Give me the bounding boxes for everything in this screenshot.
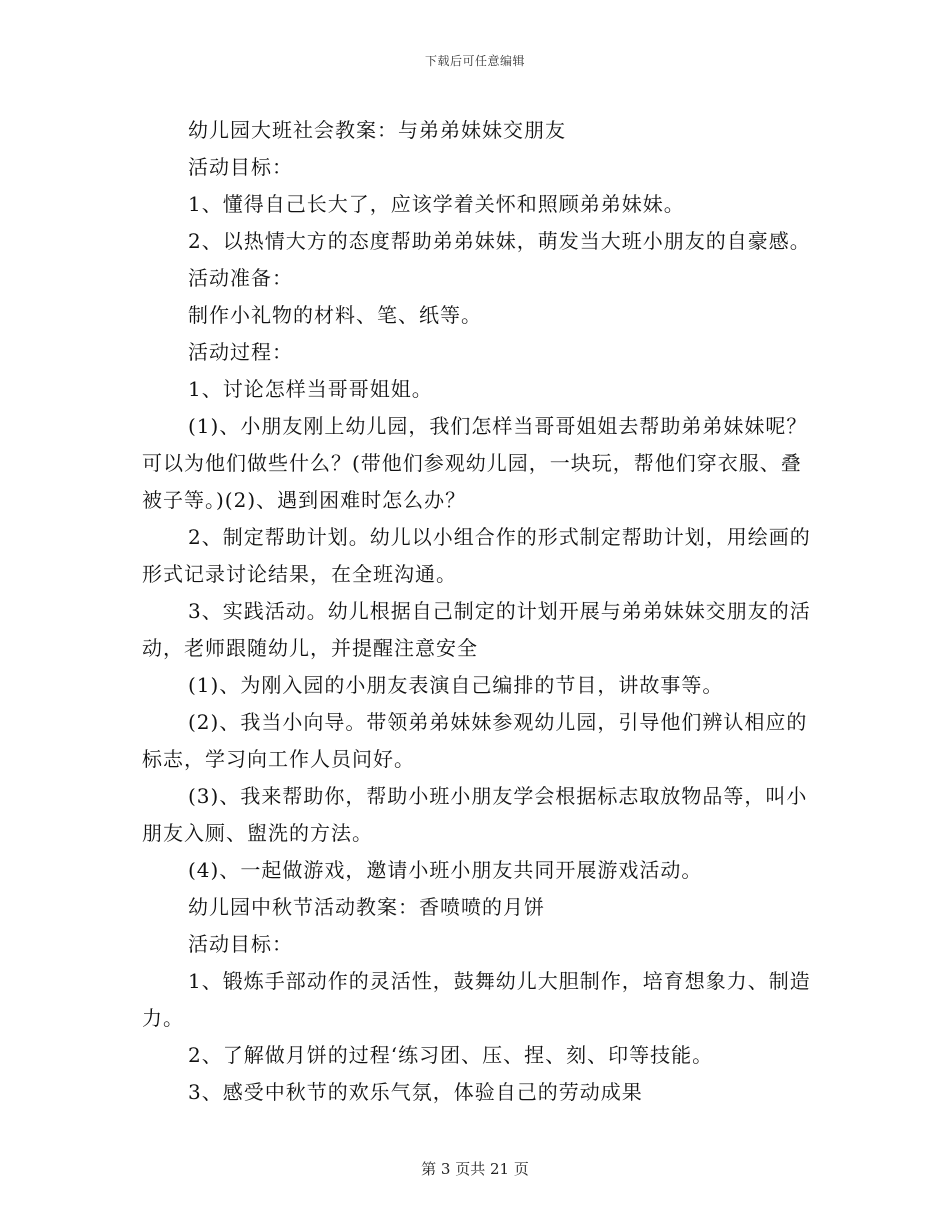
goal-item: 2、了解做月饼的过程‘练习团、压、捏、刻、印等技能。 (188, 1043, 714, 1067)
page-number: 第 3 页共 21 页 (421, 1160, 529, 1178)
goal-item: 1、懂得自己长大了，应该学着关怀和照顾弟弟妹妹。 (188, 192, 685, 216)
process-substep: (1)、小朋友刚上幼儿园，我们怎样当哥哥姐姐去帮助弟弟妹妹呢？可以为他们做些什么？(带他们参观幼儿园，一块玩，帮他们穿衣服、叠被子等。)(2)、遇到困难时怎么办？ (142, 414, 808, 512)
goal-item: 2、以热情大方的态度帮助弟弟妹妹，萌发当大班小朋友的自豪感。 (188, 229, 811, 253)
process-substep: (1)、为刚入园的小朋友表演自己编排的节目，讲故事等。 (188, 673, 724, 697)
goal-item: 3、感受中秋节的欢乐气氛，体验自己的劳动成果 (188, 1080, 643, 1104)
document-body (142, 112, 822, 1111)
process-substep: (2)、我当小向导。带领弟弟妹妹参观幼儿园，引导他们辨认相应的标志，学习向工作人员问好。 (142, 710, 808, 771)
process-substep: (4)、一起做游戏，邀请小班小朋友共同开展游戏活动。 (188, 858, 703, 882)
process-step: 3、实践活动。幼儿根据自己制定的计划开展与弟弟妹妹交朋友的活动，老师跟随幼儿，并提醒注意安全 (142, 599, 811, 660)
section-title: 幼儿园中秋节活动教案：香喷喷的月饼 (188, 895, 545, 919)
process-step: 2、制定帮助计划。幼儿以小组合作的形式制定帮助计划，用绘画的形式记录讨论结果，在全班沟通。 (142, 525, 811, 586)
process-substep: (3)、我来帮助你，帮助小班小朋友学会根据标志取放物品等，叫小朋友入厕、盥洗的方法。 (142, 784, 808, 845)
heading-activity-preparation: 活动准备： (188, 266, 293, 290)
goal-item: 1、锻炼手部动作的灵活性，鼓舞幼儿大胆制作，培育想象力、制造力。 (142, 969, 811, 1030)
process-step: 1、讨论怎样当哥哥姐姐。 (188, 377, 433, 401)
page-header-note: 下载后可任意编辑 (424, 54, 525, 68)
heading-activity-goals: 活动目标： (188, 932, 293, 956)
section-title: 幼儿园大班社会教案：与弟弟妹妹交朋友 (188, 118, 566, 142)
preparation-text: 制作小礼物的材料、笔、纸等。 (188, 303, 482, 327)
heading-activity-goals: 活动目标： (188, 155, 293, 179)
heading-activity-process: 活动过程： (188, 340, 293, 364)
